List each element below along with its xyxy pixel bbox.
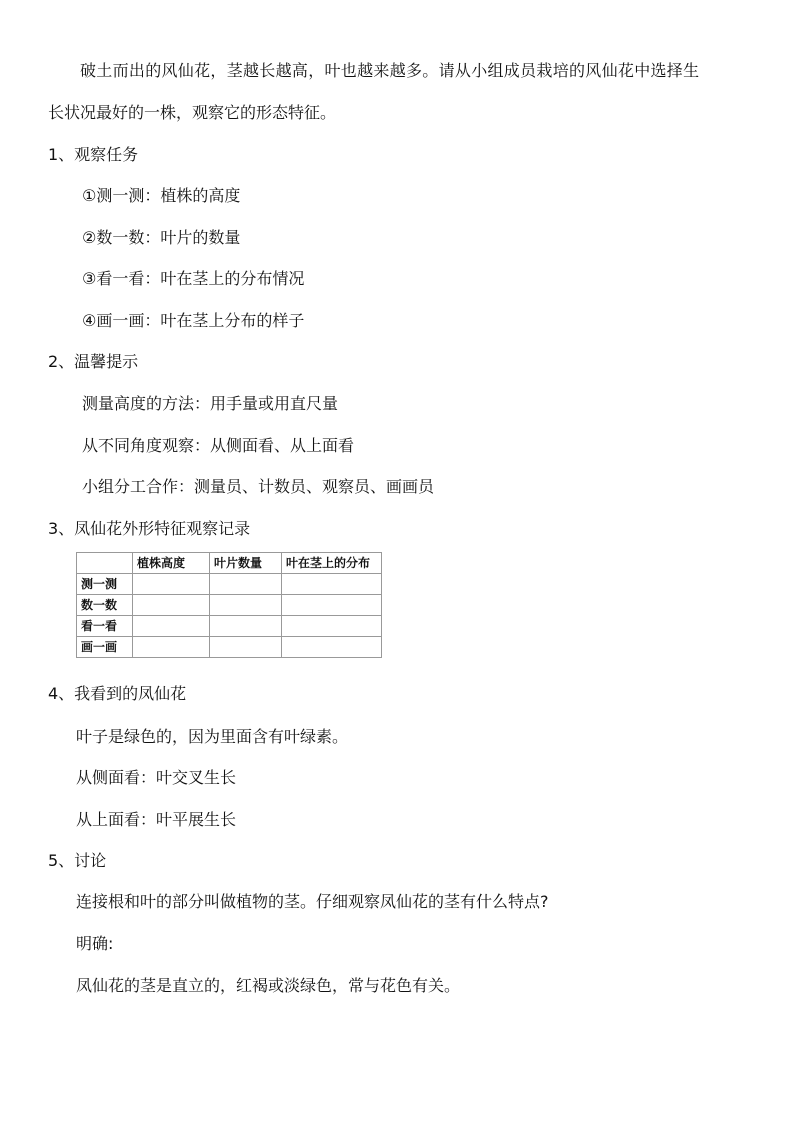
table-row xyxy=(77,616,382,637)
tip-item-1: 测量高度的方法：用手量或用直尺量 xyxy=(82,394,339,413)
table-row-label: 看一看 xyxy=(77,616,133,637)
task-item-1: ①测一测：植株的高度 xyxy=(82,186,241,205)
table-row-label: 测一测 xyxy=(77,574,133,595)
section-3-heading: 3、凤仙花外形特征观察记录 xyxy=(48,519,251,538)
table-cell xyxy=(282,637,382,658)
answer-text: 凤仙花的茎是直立的，红褐或淡绿色，常与花色有关。 xyxy=(76,976,461,995)
table-cell xyxy=(133,616,210,637)
table-cell xyxy=(210,574,282,595)
table-header-cell: 叶在茎上的分布 xyxy=(282,553,382,574)
observation-item-1: 叶子是绿色的，因为里面含有叶绿素。 xyxy=(76,727,349,746)
section-4-heading: 4、我看到的凤仙花 xyxy=(48,684,187,703)
tip-item-3: 小组分工合作：测量员、计数员、观察员、画画员 xyxy=(82,477,435,496)
task-item-4: ④画一画：叶在茎上分布的样子 xyxy=(82,311,305,330)
intro-line-2: 长状况最好的一株，观察它的形态特征。 xyxy=(48,103,337,122)
table-header-cell: 植株高度 xyxy=(133,553,210,574)
table-header-cell: 叶片数量 xyxy=(210,553,282,574)
table-row xyxy=(77,574,382,595)
section-2-heading: 2、温馨提示 xyxy=(48,352,139,371)
task-item-2: ②数一数：叶片的数量 xyxy=(82,228,241,247)
table-header-row xyxy=(77,553,382,574)
table-row-label: 画一画 xyxy=(77,637,133,658)
task-item-3: ③看一看：叶在茎上的分布情况 xyxy=(82,269,305,288)
section-1-heading: 1、观察任务 xyxy=(48,145,139,164)
table-row xyxy=(77,637,382,658)
table-cell xyxy=(210,616,282,637)
table-cell xyxy=(282,595,382,616)
discussion-question: 连接根和叶的部分叫做植物的茎。仔细观察凤仙花的茎有什么特点? xyxy=(76,892,549,911)
table-cell xyxy=(282,616,382,637)
intro-line-1: 破土而出的风仙花，茎越长越高，叶也越来越多。请从小组成员栽培的风仙花中选择生 xyxy=(80,61,700,80)
table-header-cell xyxy=(77,553,133,574)
table-cell xyxy=(133,574,210,595)
answer-label: 明确: xyxy=(76,934,114,953)
table-cell xyxy=(133,595,210,616)
table-cell xyxy=(210,637,282,658)
tip-item-2: 从不同角度观察：从侧面看、从上面看 xyxy=(82,436,355,455)
observation-item-3: 从上面看：叶平展生长 xyxy=(76,810,237,829)
table-cell xyxy=(210,595,282,616)
section-5-heading: 5、讨论 xyxy=(48,851,107,870)
table-row-label: 数一数 xyxy=(77,595,133,616)
table-cell xyxy=(282,574,382,595)
table-row xyxy=(77,595,382,616)
observation-record-table xyxy=(76,552,382,658)
table-cell xyxy=(133,637,210,658)
observation-item-2: 从侧面看：叶交叉生长 xyxy=(76,768,237,787)
